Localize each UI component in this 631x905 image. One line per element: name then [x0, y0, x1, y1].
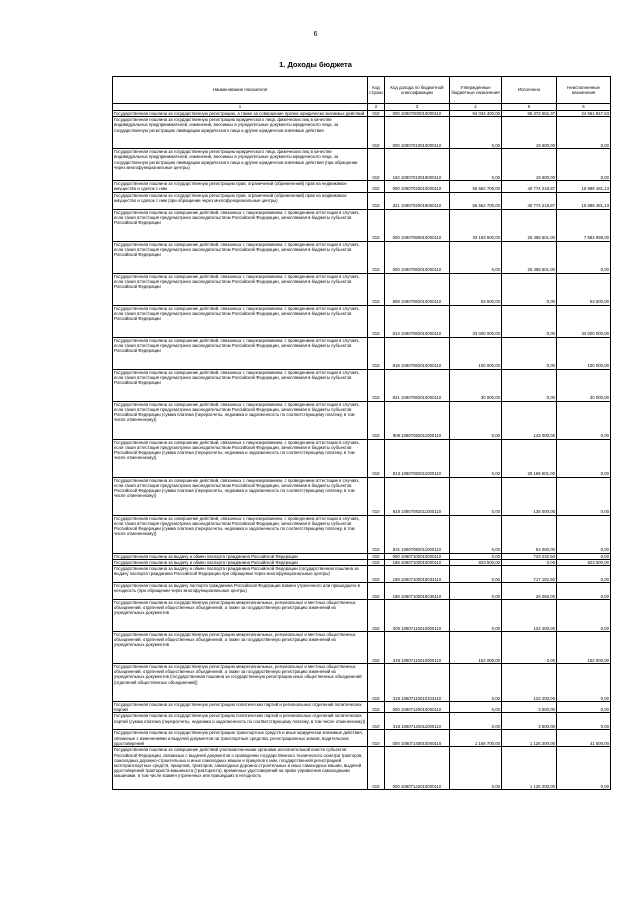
table-cell-executed: 25 498 501,00: [502, 209, 557, 241]
table-cell-name: Государственная пошлина за государственную регистрацию политических партий и региональных отделений политических партий (сумма платежа (перерасчеты, недоимка и задолженность по соответствующему платежу, в том числе отмененному)): [113, 713, 368, 730]
table-cell-name: Государственная пошлина за совершение действий, связанных с лицензированием, с проведением аттестации в случаях, если такая аттестация предусмотрена законодательством Российской Федерации, зачисляемая в бюджеты субъектов Российской Федерации: [113, 337, 368, 369]
table-cell-name: Государственная пошлина за совершение действий, связанных с лицензированием, с проведением аттестации в случаях, если такая аттестация предусмотрена законодательством Российской Федерации, зачисляемая в бюджеты субъектов Российской Федерации: [113, 369, 368, 401]
table-cell-unexecuted: 53 500,00: [557, 273, 611, 305]
table-cell-row-code: 010: [368, 181, 385, 192]
column-header-row-code: Код строки: [368, 77, 385, 104]
table-cell-executed: 0,00: [502, 273, 557, 305]
table-row: [113, 632, 611, 664]
table-cell-approved: 53 500,00: [450, 273, 502, 305]
table-cell-unexecuted: 0,00: [557, 713, 611, 730]
table-cell-name: Государственная пошлина за совершение действий, связанных с лицензированием, с проведением аттестации в случаях, если такая аттестация предусмотрена законодательством Российской Федерации, зачисляемая в бюджеты субъектов Российской Федерации: [113, 209, 368, 241]
table-cell-name: Государственная пошлина за совершение действий, связанных с лицензированием, с проведением аттестации в случаях, если такая аттестация предусмотрена законодательством Российской Федерации, зачисляемая в бюджеты субъектов Российской Федерации (сумма платежа (перерасчеты, недоимка и задолженность по соответствующему платежу, в том числе отмененному)): [113, 439, 368, 477]
page-title: 1. Доходы бюджета: [279, 60, 352, 69]
table-cell-approved: 0,00: [450, 241, 502, 273]
table-cell-executed: 19 600,00: [502, 149, 557, 181]
table-cell-row-code: 010: [368, 401, 385, 439]
column-number: 5: [502, 104, 557, 111]
column-header-executed: Исполнено: [502, 77, 557, 104]
table-row: [113, 192, 611, 209]
table-cell-name: Государственная пошлина за совершение действий, связанных с лицензированием, с проведением аттестации в случаях, если такая аттестация предусмотрена законодательством Российской Федерации, зачисляемая в бюджеты субъектов Российской Федерации: [113, 273, 368, 305]
table-cell-executed: 69 372 552,37: [502, 111, 557, 117]
table-cell-revenue-code: 813 10807082011000110: [385, 439, 450, 477]
table-row: [113, 305, 611, 337]
table-cell-unexecuted: 823 500,00: [557, 559, 611, 565]
table-cell-revenue-code: 000 10807110010000110: [385, 600, 450, 632]
table-cell-unexecuted: 0,00: [557, 401, 611, 439]
table-cell-executed: 0,00: [502, 369, 557, 401]
table-cell-executed: 3 500,00: [502, 713, 557, 730]
table-row: [113, 566, 611, 583]
table-cell-name: Государственная пошлина за государственную регистрацию политических партий и региональных отделений политических партий: [113, 702, 368, 713]
table-cell-row-code: 010: [368, 477, 385, 515]
table-cell-name: Государственная пошлина за выдачу паспорта гражданина Российской Федерации взамен утраченного или пришедшего в негодность (при обращении через многофункциональные центры): [113, 583, 368, 600]
table-cell-approved: 94 034 400,00: [450, 111, 502, 117]
table-cell-name: Государственная пошлина за государственную регистрацию прав, ограничений (обременений) прав на недвижимое имущество и сделок с ним: [113, 181, 368, 192]
table-cell-executed: 0,00: [502, 305, 557, 337]
table-cell-unexecuted: 0,00: [557, 117, 611, 149]
table-cell-unexecuted: 0,00: [557, 241, 611, 273]
table-cell-approved: 0,00: [450, 583, 502, 600]
column-number: 2: [368, 104, 385, 111]
table-cell-executed: 743 232,50: [502, 553, 557, 559]
table-cell-executed: 717 182,50: [502, 566, 557, 583]
table-cell-name: Государственная пошлина за совершение действий, связанных с лицензированием, с проведением аттестации в случаях, если такая аттестация предусмотрена законодательством Российской Федерации, зачисляемая в бюджеты субъектов Российской Федерации (сумма платежа (перерасчеты, недоимка и задолженность по соответствующему платежу, в том числе отмененному)): [113, 401, 368, 439]
table-cell-row-code: 010: [368, 632, 385, 664]
table-cell-executed: 0,00: [502, 559, 557, 565]
table-cell-row-code: 010: [368, 273, 385, 305]
table-cell-approved: 152 000,00: [450, 632, 502, 664]
column-number: 6: [557, 104, 611, 111]
table-cell-unexecuted: 0,00: [557, 477, 611, 515]
table-cell-row-code: 010: [368, 241, 385, 273]
table-row: [113, 337, 611, 369]
table-cell-revenue-code: 000 10807140010000110: [385, 730, 450, 747]
table-row: [113, 369, 611, 401]
table-cell-unexecuted: 0,00: [557, 553, 611, 559]
table-cell-revenue-code: 000 10807010010000110: [385, 117, 450, 149]
table-cell-revenue-code: 818 10807082010000110: [385, 337, 450, 369]
column-header-revenue-code: Код дохода по бюджетной классификации: [385, 77, 450, 104]
table-cell-unexecuted: 24 661 847,63: [557, 111, 611, 117]
table-cell-approved: 0,00: [450, 477, 502, 515]
table-cell-executed: 122 400,00: [502, 600, 557, 632]
table-cell-name: Государственная пошлина за выдачу и обмен паспорта гражданина Российской Федерации (государственная пошлина за выдачу паспорта гражданина Российской Федерации при обращении через многофункциональные центры): [113, 566, 368, 583]
table-cell-revenue-code: 813 10807082010000110: [385, 305, 450, 337]
table-cell-row-code: 010: [368, 192, 385, 209]
column-header-name: Наименование показателя: [113, 77, 368, 104]
table-cell-executed: 143 000,00: [502, 401, 557, 439]
page-number: 6: [313, 31, 318, 38]
table-cell-row-code: 010: [368, 439, 385, 477]
table-cell-revenue-code: 818 10807082011000110: [385, 477, 450, 515]
table-cell-revenue-code: 321 10807020018000110: [385, 192, 450, 209]
table-cell-name: Государственная пошлина за совершение действий, связанных с лицензированием, с проведением аттестации в случаях, если такая аттестация предусмотрена законодательством Российской Федерации, зачисляемая в бюджеты субъектов Российской Федерации (сумма платежа (перерасчеты, недоимка и задолженность по соответствующему платежу, в том числе отмененному)): [113, 515, 368, 553]
table-cell-approved: 56 662 700,00: [450, 192, 502, 209]
table-cell-name: Государственная пошлина за государственную регистрацию межрегиональных, региональных и местных общественных объединений, отделений общественных объединений, а также за государственную регистрацию изменений их учредительных документов: [113, 600, 368, 632]
table-row: [113, 713, 611, 730]
table-cell-row-code: 010: [368, 713, 385, 730]
table-cell-name: Государственная пошлина за государственную регистрацию межрегиональных, региональных и местных общественных объединений, отделений общественных объединений, а также за государственную регистрацию изменений их учредительных документов (государственная пошлина за государственную регистрацию иных общественных объединений (отделений общественных объединений)): [113, 664, 368, 702]
table-cell-approved: 823 500,00: [450, 559, 502, 565]
table-cell-revenue-code: 182 10807010018000110: [385, 149, 450, 181]
table-cell-revenue-code: 000 10807142010000110: [385, 747, 450, 790]
column-header-approved: Утвержденные бюджетные назначения: [450, 77, 502, 104]
table-cell-name: Государственная пошлина за совершение действий, связанных с лицензированием, с проведением аттестации в случаях, если такая аттестация предусмотрена законодательством Российской Федерации, зачисляемая в бюджеты субъектов Российской Федерации: [113, 305, 368, 337]
table-cell-row-code: 010: [368, 305, 385, 337]
table-cell-row-code: 010: [368, 559, 385, 565]
table-row: [113, 583, 611, 600]
table-row: [113, 181, 611, 192]
table-cell-revenue-code: 188 10807100018035110: [385, 583, 450, 600]
table-cell-row-code: 010: [368, 730, 385, 747]
table-cell-unexecuted: 152 000,00: [557, 632, 611, 664]
table-cell-approved: 100 000,00: [450, 337, 502, 369]
table-cell-approved: 0,00: [450, 401, 502, 439]
table-cell-name: Государственная пошлина за совершение действий, связанных с лицензированием, с проведением аттестации в случаях, если такая аттестация предусмотрена законодательством Российской Федерации, зачисляемая в бюджеты субъектов Российской Федерации (сумма платежа (перерасчеты, недоимка и задолженность по соответствующему платежу, в том числе отмененному)): [113, 477, 368, 515]
table-cell-unexecuted: 0,00: [557, 515, 611, 553]
table-cell-revenue-code: 188 10807100010000110: [385, 559, 450, 565]
table-cell-name: Государственная пошлина за выдачу и обмен паспорта гражданина Российской Федерации: [113, 553, 368, 559]
table-cell-unexecuted: 33 000 000,00: [557, 305, 611, 337]
table-cell-unexecuted: 0,00: [557, 566, 611, 583]
table-cell-name: Государственная пошлина за государственную регистрацию юридического лица, физических лиц в качестве индивидуальных предпринимателей, изменений, вносимых в учредительные документы юридического лица, за государственную регистрацию ликвидации юридического лица и другие юридически значимые действия (при обращении через многофункциональные центры): [113, 149, 368, 181]
table-row: [113, 477, 611, 515]
table-cell-revenue-code: 318 10807110010000110: [385, 632, 450, 664]
table-header-row: [113, 77, 611, 104]
column-header-unexecuted: Неисполненные назначения: [557, 77, 611, 104]
table-cell-row-code: 010: [368, 209, 385, 241]
budget-revenue-table: [112, 76, 611, 790]
table-row: [113, 117, 611, 149]
table-cell-approved: 33 183 500,00: [450, 209, 502, 241]
table-cell-row-code: 010: [368, 566, 385, 583]
column-number: 4: [450, 104, 502, 111]
table-cell-approved: 0,00: [450, 600, 502, 632]
table-cell-name: Государственная пошлина за совершение действий, связанных с лицензированием, с проведением аттестации в случаях, если такая аттестация предусмотрена законодательством Российской Федерации, зачисляемая в бюджеты субъектов Российской Федерации: [113, 241, 368, 273]
table-cell-row-code: 010: [368, 664, 385, 702]
table-cell-unexecuted: 100 000,00: [557, 337, 611, 369]
table-body: [113, 111, 611, 790]
table-cell-row-code: 010: [368, 117, 385, 149]
table-cell-executed: 0,00: [502, 632, 557, 664]
table-cell-name: Государственная пошлина за выдачу и обмен паспорта гражданина Российской Федерации: [113, 559, 368, 565]
table-cell-unexecuted: 15 888 481,13: [557, 181, 611, 192]
table-cell-executed: 0,00: [502, 337, 557, 369]
table-cell-approved: 0,00: [450, 664, 502, 702]
table-cell-revenue-code: 831 10807082011000110: [385, 515, 450, 553]
table-cell-row-code: 010: [368, 600, 385, 632]
table-cell-approved: 0,00: [450, 149, 502, 181]
table-cell-unexecuted: 0,00: [557, 149, 611, 181]
table-cell-approved: 0,00: [450, 747, 502, 790]
table-cell-revenue-code: 000 10807082010000110: [385, 241, 450, 273]
table-cell-executed: 135 000,00: [502, 477, 557, 515]
table-row: [113, 401, 611, 439]
table-cell-row-code: 010: [368, 149, 385, 181]
table-cell-approved: 1 166 700,00: [450, 730, 502, 747]
table-cell-approved: 0,00: [450, 117, 502, 149]
table-cell-name: Государственная пошлина за государственную регистрацию прав, ограничений (обременений) прав на недвижимое имущество и сделок с ним (при обращении через многофункциональные центры): [113, 192, 368, 209]
table-cell-executed: 40 774 218,87: [502, 192, 557, 209]
table-cell-row-code: 010: [368, 369, 385, 401]
table-cell-approved: 33 000 000,00: [450, 305, 502, 337]
table-cell-row-code: 010: [368, 111, 385, 117]
table-row: [113, 149, 611, 181]
table-cell-executed: 122 400,00: [502, 664, 557, 702]
table-cell-unexecuted: 0,00: [557, 664, 611, 702]
table-cell-revenue-code: 188 10807100018034110: [385, 566, 450, 583]
table-row: [113, 600, 611, 632]
table-cell-approved: 30 000,00: [450, 369, 502, 401]
table-cell-executed: 25 166 501,00: [502, 439, 557, 477]
table-cell-name: Государственная пошлина за государственную регистрацию транспортных средств и иные юридически значимые действия, связанные с изменениями и выдачей документов на транспортные средства, регистрационных знаков, водительских удостоверений: [113, 730, 368, 747]
table-cell-revenue-code: 831 10807082010000110: [385, 369, 450, 401]
table-cell-unexecuted: 0,00: [557, 439, 611, 477]
table-row: [113, 111, 611, 117]
table-cell-executed: 3 500,00: [502, 702, 557, 713]
column-number-row: [113, 104, 611, 111]
table-cell-executed: 25 498 501,00: [502, 241, 557, 273]
table-cell-revenue-code: 318 10807120011000110: [385, 713, 450, 730]
table-cell-revenue-code: 000 10807000010000110: [385, 111, 450, 117]
table-cell-approved: 0,00: [450, 702, 502, 713]
table-cell-unexecuted: 0,00: [557, 583, 611, 600]
table-cell-revenue-code: 000 10807080010000110: [385, 209, 450, 241]
table-cell-unexecuted: 0,00: [557, 747, 611, 790]
table-cell-approved: 56 662 700,00: [450, 181, 502, 192]
table-cell-row-code: 010: [368, 747, 385, 790]
table-cell-row-code: 010: [368, 583, 385, 600]
table-cell-unexecuted: 0,00: [557, 600, 611, 632]
table-cell-unexecuted: 7 684 999,00: [557, 209, 611, 241]
table-cell-revenue-code: 809 10807082011000110: [385, 401, 450, 439]
table-cell-executed: 54 000,00: [502, 515, 557, 553]
table-cell-revenue-code: 000 10807120010000110: [385, 702, 450, 713]
table-cell-name: Государственная пошлина за государственную регистрацию, а также за совершение прочих юридически значимых действий: [113, 111, 368, 117]
table-cell-approved: 0,00: [450, 439, 502, 477]
table-cell-unexecuted: 0,00: [557, 702, 611, 713]
table-cell-executed: 1 125 200,00: [502, 747, 557, 790]
table-row: [113, 730, 611, 747]
table-cell-executed: 1 125 200,00: [502, 730, 557, 747]
table-cell-approved: 0,00: [450, 566, 502, 583]
table-row: [113, 515, 611, 553]
table-cell-name: Государственная пошлина за совершение действий уполномоченными органами исполнительной власти субъектов Российской Федерации, связанных с выдачей документов о проведении государственного технического осмотра тракторов, самоходных дорожно-строительных и иных самоходных машин и прицепов к ним, государственной регистрацией мототранспортных средств, прицепов, тракторов, самоходных дорожно-строительных и иных самоходных машин, выдачей удостоверений тракториста-машиниста (тракториста), временных удостоверений на право управления самоходными машинами, в том числе взамен утраченных или пришедших в негодность: [113, 747, 368, 790]
table-cell-unexecuted: 41 500,00: [557, 730, 611, 747]
table-cell-unexecuted: 30 000,00: [557, 369, 611, 401]
table-cell-row-code: 010: [368, 553, 385, 559]
table-cell-row-code: 010: [368, 337, 385, 369]
table-cell-executed: 40 774 218,87: [502, 181, 557, 192]
table-cell-revenue-code: 318 10807110010103110: [385, 664, 450, 702]
table-cell-revenue-code: 000 10807020010000110: [385, 181, 450, 192]
table-row: [113, 702, 611, 713]
column-number: 1: [113, 104, 368, 111]
table-row: [113, 664, 611, 702]
table-cell-name: Государственная пошлина за государственную регистрацию межрегиональных, региональных и местных общественных объединений, отделений общественных объединений, а также за государственную регистрацию изменений их учредительных документов: [113, 632, 368, 664]
table-cell-revenue-code: 809 10807082010000110: [385, 273, 450, 305]
table-row: [113, 209, 611, 241]
column-number: 3: [385, 104, 450, 111]
table-cell-revenue-code: 000 10807100010000110: [385, 553, 450, 559]
table-cell-approved: 0,00: [450, 553, 502, 559]
table-row: [113, 747, 611, 790]
table-cell-row-code: 010: [368, 702, 385, 713]
table-row: [113, 273, 611, 305]
table-row: [113, 439, 611, 477]
table-cell-approved: 0,00: [450, 515, 502, 553]
table-cell-approved: 0,00: [450, 713, 502, 730]
table-cell-row-code: 010: [368, 515, 385, 553]
table-cell-unexecuted: 15 888 481,13: [557, 192, 611, 209]
table-row: [113, 241, 611, 273]
table-cell-executed: 19 600,00: [502, 117, 557, 149]
table-cell-executed: 26 050,00: [502, 583, 557, 600]
table-cell-name: Государственная пошлина за государственную регистрацию юридического лица, физических лиц в качестве индивидуальных предпринимателей, изменений, вносимых в учредительные документы юридического лица, за государственную регистрацию ликвидации юридического лица и другие юридически значимые действия: [113, 117, 368, 149]
